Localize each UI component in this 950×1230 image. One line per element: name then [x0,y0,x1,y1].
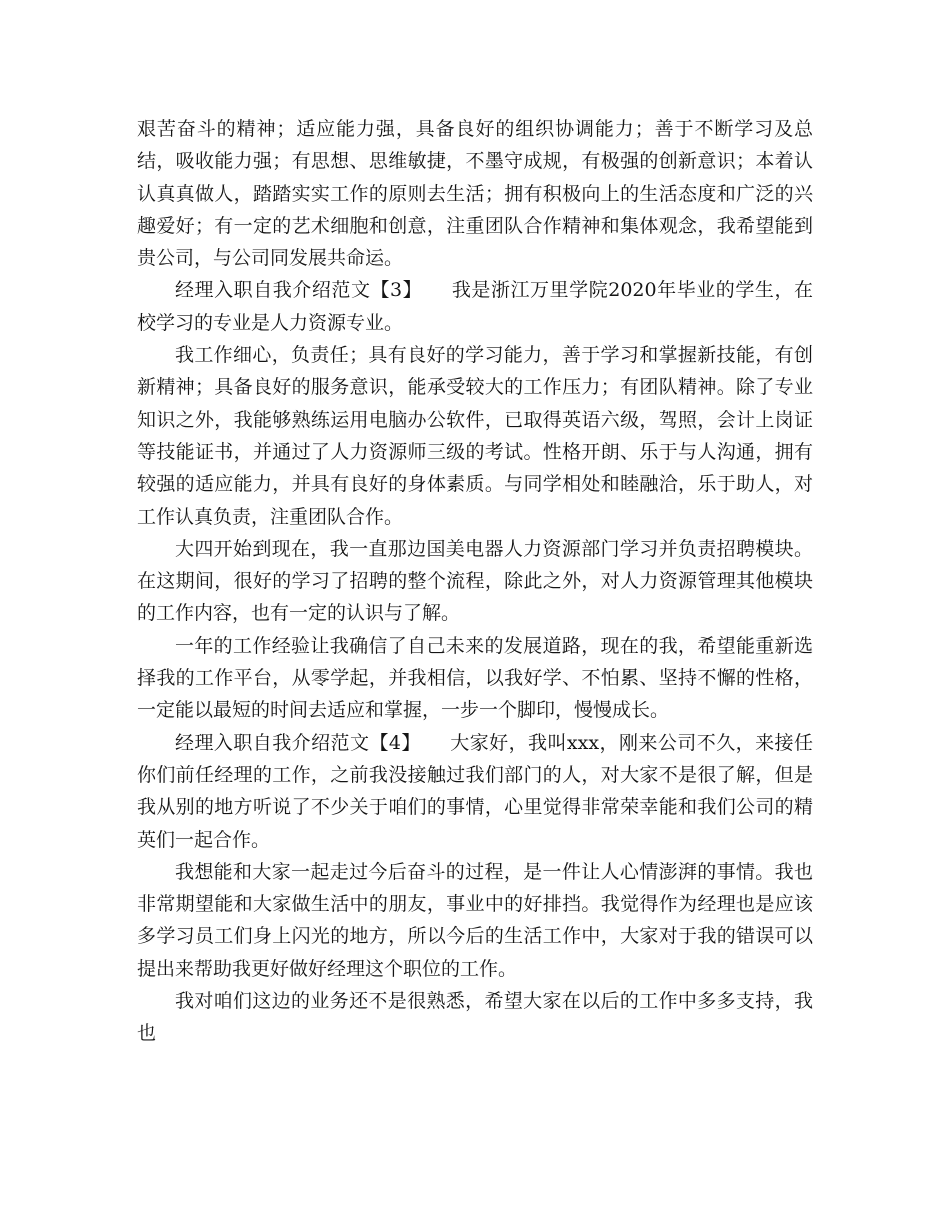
paragraph-6 [137,727,813,856]
paragraph-3 [137,339,813,533]
paragraph-8 [137,985,813,1050]
paragraph-text: 我工作细心，负责任；具有良好的学习能力，善于学习和掌握新技能，有创新精神；具备良好的服务意识，能承受较大的工作压力；有团队精神。除了专业知识之外，我能够熟练运用电脑办公软件，已取得英语六级，驾照，会计上岗证等技能证书，并通过了人力资源师三级的考试。性格开朗、乐于与人沟通，拥有较强的适应能力，并具有良好的身体素质。与同学相处和睦融洽，乐于助人，对工作认真负责，注重团队合作。 [137,344,813,528]
paragraph-2 [137,274,813,339]
paragraph-text: 大四开始到现在，我一直那边国美电器人力资源部门学习并负责招聘模块。在这期间，很好的学习了招聘的整个流程，除此之外，对人力资源管理其他模块的工作内容，也有一定的认识与了解。 [137,537,813,625]
section-heading-3: 经理入职自我介绍范文【3】 [175,279,413,302]
paragraph-text: 大家好，我叫xxx，刚来公司不久，来接任你们前任经理的工作，之前我没接触过我们部门的人，对大家不是很了解，但是我从别的地方听说了不少关于咱们的事情，心里觉得非常荣幸能和我们公司的精英们一起合作。 [137,731,813,851]
paragraph-text: 艰苦奋斗的精神；适应能力强，具备良好的组织协调能力；善于不断学习及总结，吸收能力强；有思想、思维敏捷，不墨守成规，有极强的创新意识；本着认认真真做人，踏踏实实工作的原则去生活；拥有积极向上的生活态度和广泛的兴趣爱好；有一定的艺术细胞和创意，注重团队合作精神和集体观念，我希望能到贵公司，与公司同发展共命运。 [137,118,813,270]
paragraph-text: 我想能和大家一起走过今后奋斗的过程，是一件让人心情澎湃的事情。我也非常期望能和大家做生活中的朋友，事业中的好排挡。我觉得作为经理也是应该多学习员工们身上闪光的地方，所以今后的生活工作中，大家对于我的错误可以提出来帮助我更好做好经理这个职位的工作。 [137,860,813,980]
paragraph-7 [137,856,813,985]
paragraph-1 [137,113,813,274]
paragraph-text: 一年的工作经验让我确信了自己未来的发展道路，现在的我，希望能重新选择我的工作平台，从零学起，并我相信，以我好学、不怕累、坚持不懈的性格，一定能以最短的时间去适应和掌握，一步一个脚印，慢慢成长。 [137,634,813,722]
heading-gap [411,732,450,754]
paragraph-5 [137,630,813,727]
paragraph-4 [137,533,813,630]
paragraph-text: 我对咱们这边的业务还不是很熟悉，希望大家在以后的工作中多多支持，我也 [137,990,813,1045]
paragraph-text: 我是浙江万里学院2020年毕业的学生，在校学习的专业是人力资源专业。 [137,279,813,334]
heading-gap [413,279,452,301]
section-heading-4: 经理入职自我介绍范文【4】 [175,731,412,754]
document-body [137,113,813,1050]
